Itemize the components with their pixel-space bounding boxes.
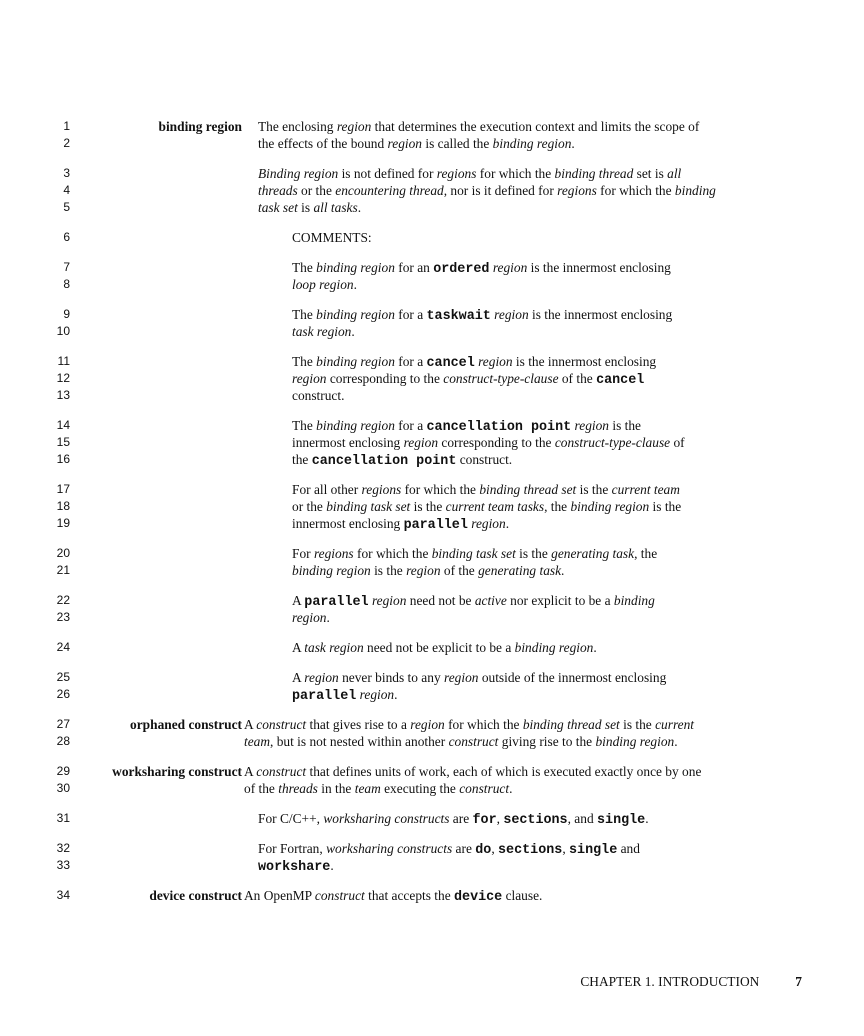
line-number: 33 — [56, 858, 70, 872]
text-run: are — [452, 841, 476, 856]
code-keyword: cancel — [596, 373, 645, 388]
line-text — [292, 387, 344, 404]
line-number: 30 — [56, 781, 70, 795]
text-run: of — [670, 435, 685, 450]
text-run: . — [505, 516, 510, 531]
text-run: set is — [633, 166, 668, 181]
line-number: 21 — [56, 563, 70, 577]
italic-term: all tasks — [313, 200, 358, 215]
italic-term: current team — [611, 482, 680, 497]
line-number: 34 — [56, 888, 70, 902]
text-run: for a — [394, 418, 427, 433]
text-run: is the — [619, 717, 656, 732]
text-run: The — [292, 354, 317, 369]
text-run: construct. — [456, 452, 513, 467]
text-run: is the innermost enclosing — [527, 260, 671, 275]
line-number: 32 — [56, 841, 70, 855]
line-text — [258, 118, 699, 135]
line-text — [244, 780, 512, 797]
text-run: of the — [244, 781, 279, 796]
line-number: 1 — [63, 119, 70, 133]
text-run: The — [292, 418, 317, 433]
line-text — [258, 857, 334, 876]
text-run: that gives rise to a — [306, 717, 411, 732]
line-text — [292, 370, 644, 389]
text-run: is the innermost enclosing — [512, 354, 657, 369]
line-text — [292, 562, 564, 579]
text-run: , the — [634, 546, 658, 561]
italic-term: worksharing constructs — [323, 811, 450, 826]
line-text — [292, 451, 512, 470]
text-run: . — [571, 136, 575, 151]
text-run: nor explicit to be a — [506, 593, 614, 608]
italic-term: binding region — [316, 307, 395, 322]
line-number: 4 — [63, 183, 70, 197]
italic-term: binding thread set — [479, 482, 577, 497]
line-number: 12 — [56, 371, 70, 385]
text-run: in the — [317, 781, 355, 796]
text-run: need not be explicit to be a — [363, 640, 515, 655]
page-footer — [580, 974, 802, 990]
italic-term: binding region — [316, 418, 395, 433]
line-number: 6 — [63, 230, 70, 244]
italic-term: binding task set — [326, 499, 411, 514]
line-text — [258, 165, 681, 182]
code-keyword: sections — [503, 813, 568, 828]
italic-term: current — [655, 717, 695, 732]
italic-term: construct-type-clause — [443, 371, 559, 386]
italic-term: binding region — [570, 499, 650, 514]
text-run: for an — [394, 260, 434, 275]
text-run: . — [351, 324, 355, 339]
italic-term: all — [667, 166, 682, 181]
italic-term: region — [387, 136, 422, 151]
text-run: . — [330, 858, 334, 873]
italic-term: threads — [278, 781, 318, 796]
text-run: for which the — [444, 717, 523, 732]
line-text — [244, 733, 678, 750]
italic-term: construct — [256, 764, 307, 779]
italic-term: binding thread — [554, 166, 634, 181]
line-text — [292, 229, 372, 246]
line-number: 25 — [56, 670, 70, 684]
text-run: For — [292, 546, 314, 561]
code-keyword: parallel — [403, 518, 468, 533]
text-run: is the — [370, 563, 407, 578]
line-text — [292, 669, 666, 686]
line-number: 7 — [63, 260, 70, 274]
italic-term: binding — [613, 593, 655, 608]
line-text — [244, 763, 701, 780]
line-text — [292, 686, 397, 705]
line-text — [258, 182, 716, 199]
text-run: are — [449, 811, 473, 826]
italic-term: region — [403, 435, 439, 450]
line-number: 23 — [56, 610, 70, 624]
text-run: . — [561, 563, 565, 578]
line-text — [244, 716, 694, 733]
italic-term: region — [471, 516, 506, 531]
italic-term: generating task — [478, 563, 562, 578]
italic-term: region — [494, 307, 529, 322]
text-run: For Fortran, — [258, 841, 327, 856]
glossary-term: worksharing construct — [112, 764, 242, 779]
italic-term: binding — [674, 183, 716, 198]
code-keyword: device — [454, 890, 503, 905]
text-run: is the — [410, 499, 446, 514]
italic-term: encountering thread — [335, 183, 444, 198]
line-number: 14 — [56, 418, 70, 432]
line-number: 20 — [56, 546, 70, 560]
italic-term: team — [244, 734, 271, 749]
line-number: 17 — [56, 482, 70, 496]
line-number: 27 — [56, 717, 70, 731]
line-number: 19 — [56, 516, 70, 530]
code-keyword: do — [475, 843, 492, 858]
italic-term: current team tasks — [445, 499, 545, 514]
italic-term: task region — [292, 324, 352, 339]
text-run: , nor is it defined for — [443, 183, 558, 198]
text-run: COMMENTS: — [292, 230, 372, 245]
text-run: clause. — [502, 888, 543, 903]
text-run: is the — [576, 482, 612, 497]
line-number: 22 — [56, 593, 70, 607]
italic-term: Binding region — [258, 166, 339, 181]
text-run: need not be — [406, 593, 475, 608]
italic-term: worksharing constructs — [326, 841, 453, 856]
line-number: 28 — [56, 734, 70, 748]
code-keyword: parallel — [292, 689, 357, 704]
text-run: , — [562, 841, 570, 856]
italic-term: active — [474, 593, 507, 608]
italic-term: region — [359, 687, 395, 702]
italic-term: binding task set — [431, 546, 516, 561]
text-run: for a — [394, 307, 427, 322]
italic-term: binding region — [292, 563, 371, 578]
italic-term: region — [444, 670, 479, 685]
text-run: The — [292, 260, 317, 275]
italic-term: region — [292, 610, 327, 625]
italic-term: construct — [256, 717, 307, 732]
italic-term: region — [410, 717, 445, 732]
glossary-term: device construct — [149, 888, 242, 903]
italic-term: binding thread set — [522, 717, 620, 732]
italic-term: binding region — [316, 354, 395, 369]
text-run: or the — [297, 183, 336, 198]
code-keyword: ordered — [433, 262, 490, 277]
italic-term: region — [336, 119, 372, 134]
text-run: For C/C++, — [258, 811, 324, 826]
text-run: A — [244, 717, 257, 732]
text-run: of the — [558, 371, 597, 386]
glossary-term: binding region — [158, 119, 242, 134]
line-number: 24 — [56, 640, 70, 654]
italic-term: binding region — [492, 136, 572, 151]
text-run: A — [292, 593, 305, 608]
italic-term: generating task — [551, 546, 635, 561]
code-keyword: for — [472, 813, 497, 828]
text-run: innermost enclosing — [292, 435, 404, 450]
line-number: 18 — [56, 499, 70, 513]
text-run: executing the — [380, 781, 460, 796]
text-run: or the — [292, 499, 327, 514]
text-run: innermost enclosing — [292, 516, 404, 531]
text-run: . — [593, 640, 597, 655]
text-run: outside of the innermost enclosing — [478, 670, 667, 685]
footer-page-number: 7 — [795, 974, 802, 989]
line-text — [292, 323, 355, 340]
text-run: , but is not nested within another — [270, 734, 449, 749]
text-run: is not defined for — [338, 166, 437, 181]
text-run: of the — [440, 563, 479, 578]
text-run: is — [297, 200, 314, 215]
line-number: 2 — [63, 136, 70, 150]
italic-term: threads — [258, 183, 298, 198]
text-run: that determines the execution context and limits the scope of — [371, 119, 700, 134]
line-number: 9 — [63, 307, 70, 321]
code-keyword: single — [597, 813, 646, 828]
line-text — [292, 515, 509, 534]
text-run: corresponding to the — [438, 435, 555, 450]
line-text — [292, 498, 681, 515]
line-number: 31 — [56, 811, 70, 825]
line-text — [258, 199, 361, 216]
italic-term: region — [406, 563, 441, 578]
line-number: 13 — [56, 388, 70, 402]
line-number: 16 — [56, 452, 70, 466]
line-text — [292, 276, 357, 293]
text-run: An OpenMP — [244, 888, 315, 903]
italic-term: region — [478, 354, 513, 369]
text-run: never binds to any — [338, 670, 444, 685]
italic-term: binding region — [316, 260, 395, 275]
italic-term: task set — [258, 200, 298, 215]
footer-chapter: CHAPTER 1. INTRODUCTION — [580, 974, 760, 989]
text-run: the — [292, 452, 312, 467]
text-run: . — [509, 781, 513, 796]
text-run: for which the — [353, 546, 432, 561]
line-number: 29 — [56, 764, 70, 778]
text-run: for a — [394, 354, 427, 369]
line-number: 5 — [63, 200, 70, 214]
text-run: . — [326, 610, 330, 625]
text-run: that defines units of work, each of which is executed exactly once by one — [306, 764, 702, 779]
code-keyword: taskwait — [426, 309, 491, 324]
line-text — [292, 434, 685, 451]
line-text — [292, 545, 657, 562]
text-run: , — [496, 811, 504, 826]
italic-term: regions — [361, 482, 402, 497]
line-number: 26 — [56, 687, 70, 701]
code-keyword: single — [569, 843, 618, 858]
text-run: A — [244, 764, 257, 779]
italic-term: binding region — [595, 734, 675, 749]
code-keyword: cancel — [426, 356, 475, 371]
line-text — [258, 135, 575, 152]
line-text — [258, 810, 649, 829]
text-run: giving rise to the — [498, 734, 596, 749]
text-run: is the — [649, 499, 682, 514]
text-run: The enclosing — [258, 119, 337, 134]
code-keyword: cancellation point — [311, 454, 457, 469]
line-text — [292, 639, 597, 656]
italic-term: regions — [313, 546, 354, 561]
text-run: . — [394, 687, 398, 702]
italic-term: regions — [436, 166, 477, 181]
line-number: 11 — [57, 354, 70, 368]
line-text — [244, 887, 542, 906]
text-run: , the — [544, 499, 571, 514]
text-run: corresponding to the — [326, 371, 444, 386]
italic-term: region — [492, 260, 528, 275]
italic-term: loop region — [292, 277, 354, 292]
text-run: A — [292, 670, 305, 685]
text-run: construct. — [292, 388, 345, 403]
text-run: . — [357, 200, 362, 215]
line-text — [292, 481, 680, 498]
text-run: A — [292, 640, 305, 655]
italic-term: team — [354, 781, 381, 796]
line-number: 10 — [56, 324, 70, 338]
italic-term: construct — [448, 734, 499, 749]
text-run: . — [353, 277, 357, 292]
glossary-term: orphaned construct — [130, 717, 242, 732]
line-text — [292, 609, 330, 626]
text-run: , — [491, 841, 499, 856]
text-run: is called the — [422, 136, 493, 151]
italic-term: region — [292, 371, 327, 386]
text-run: for which the — [476, 166, 555, 181]
text-run: for which the — [596, 183, 675, 198]
line-number: 3 — [63, 166, 70, 180]
text-run: For all other — [292, 482, 362, 497]
line-number: 8 — [63, 277, 70, 291]
text-run: is the — [515, 546, 552, 561]
text-run: and — [617, 841, 640, 856]
italic-term: region — [574, 418, 609, 433]
italic-term: regions — [557, 183, 597, 198]
line-text — [292, 592, 655, 611]
italic-term: construct — [314, 888, 365, 903]
italic-term: binding region — [514, 640, 594, 655]
italic-term: construct — [459, 781, 510, 796]
text-run: . — [645, 811, 649, 826]
text-run: that accepts the — [364, 888, 454, 903]
code-keyword: parallel — [304, 595, 369, 610]
italic-term: construct-type-clause — [554, 435, 671, 450]
code-keyword: sections — [498, 843, 563, 858]
italic-term: task region — [304, 640, 364, 655]
text-run: is the innermost enclosing — [528, 307, 673, 322]
text-run: The — [292, 307, 317, 322]
text-run: for which the — [401, 482, 480, 497]
text-run: , and — [567, 811, 597, 826]
text-run: . — [674, 734, 678, 749]
code-keyword: workshare — [258, 860, 331, 875]
text-run: the effects of the bound — [258, 136, 388, 151]
code-keyword: cancellation point — [426, 420, 572, 435]
line-number: 15 — [56, 435, 70, 449]
italic-term: region — [304, 670, 339, 685]
italic-term: region — [371, 593, 407, 608]
text-run: is the — [609, 418, 641, 433]
